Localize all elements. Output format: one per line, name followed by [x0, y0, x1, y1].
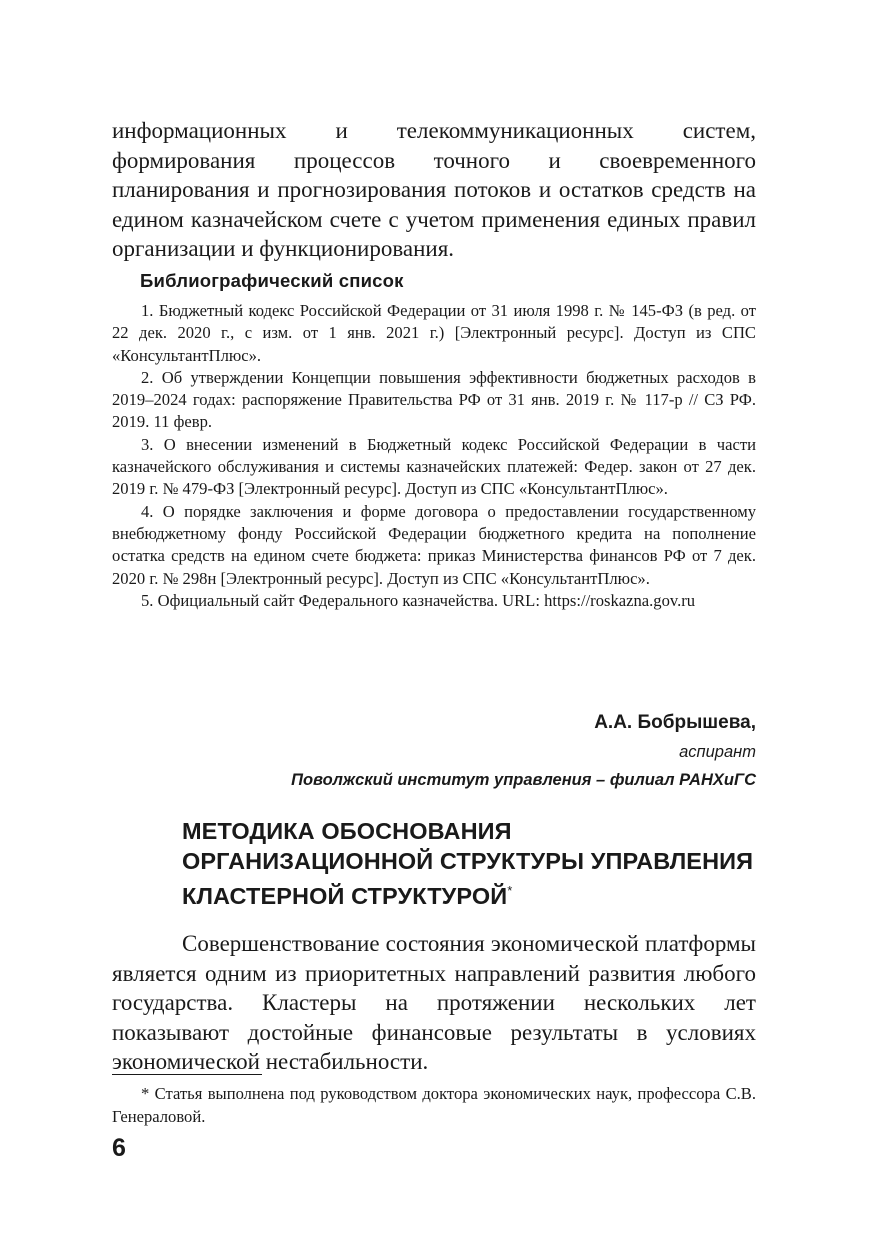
article-title	[182, 816, 782, 911]
bibliography-list	[112, 300, 756, 612]
article-title-line: МЕТОДИКА ОБОСНОВАНИЯ	[182, 818, 512, 844]
footnote-mark: *	[507, 883, 513, 898]
article-title-line-last	[182, 876, 782, 911]
bibliography-item: 1. Бюджетный кодекс Российской Федерации от 31 июля 1998 г. № 145-ФЗ (в ред. от 22 дек. 2020 г., с изм. от 1 янв. 2021 г.) [Электронный ресурс]. Доступ из СПС «КонсультантПлюс».	[112, 301, 756, 365]
article-paragraph	[112, 929, 756, 1077]
bibliography-item: 4. О порядке заключения и форме договора о предоставлении государственному внебюджетному фонду Российской Федерации бюджетного кредита на пополнение остатка средств на едином счете бюджета: приказ Министерства финансов РФ от 7 дек. 2020 г. № 298н [Электронный ресурс]. Доступ из СПС «КонсультантПлюс».	[112, 501, 756, 588]
bibliography-item: 5. Официальный сайт Федерального казначейства. URL: https://roskazna.gov.ru	[141, 590, 696, 610]
continued-paragraph: информационных и телекоммуникационных систем, формирования процессов точного и своевременного планирования и прогнозирования потоков и остатков средств на едином казначейском счете с учетом применения единых правил организации и функционирования.	[112, 118, 756, 261]
author-role: аспирант	[679, 743, 756, 761]
footnote	[112, 1082, 756, 1128]
page-number: 6	[112, 1134, 126, 1162]
bibliography-heading: Библиографический список	[140, 270, 404, 291]
article-title-line: ОРГАНИЗАЦИОННОЙ СТРУКТУРЫ УПРАВЛЕНИЯ	[182, 848, 754, 874]
author-name: А.А. Бобрышева,	[594, 712, 756, 733]
article-title-line: КЛАСТЕРНОЙ СТРУКТУРОЙ	[182, 883, 508, 909]
footnote-text: Статья выполнена под руководством доктора экономических наук, профессора С.В. Генераловой.	[112, 1084, 756, 1126]
footnote-mark: *	[141, 1084, 150, 1103]
author-block	[291, 708, 756, 794]
author-institution: Поволжский институт управления – филиал РАНХиГС	[291, 771, 756, 789]
bibliography-item: 3. О внесении изменений в Бюджетный кодекс Российской Федерации в части казначейского обслуживания и системы казначейских платежей: Федер. закон от 27 дек. 2019 г. № 479-ФЗ [Электронный ресурс]. Доступ из СПС «КонсультантПлюс».	[112, 434, 756, 499]
footnote-divider	[112, 1074, 262, 1075]
article-paragraph-text: Совершенствование состояния экономической платформы является одним из приоритетных направлений развития любого государства. Кластеры на протяжении нескольких лет показывают достойные финансовые результаты в условиях экономической нестабильности.	[112, 931, 756, 1075]
bibliography-item: 2. Об утверждении Концепции повышения эффективности бюджетных расходов в 2019–2024 годах: распоряжение Правительства РФ от 31 янв. 2019 г. № 117-р // СЗ РФ. 2019. 11 февр.	[112, 367, 756, 432]
